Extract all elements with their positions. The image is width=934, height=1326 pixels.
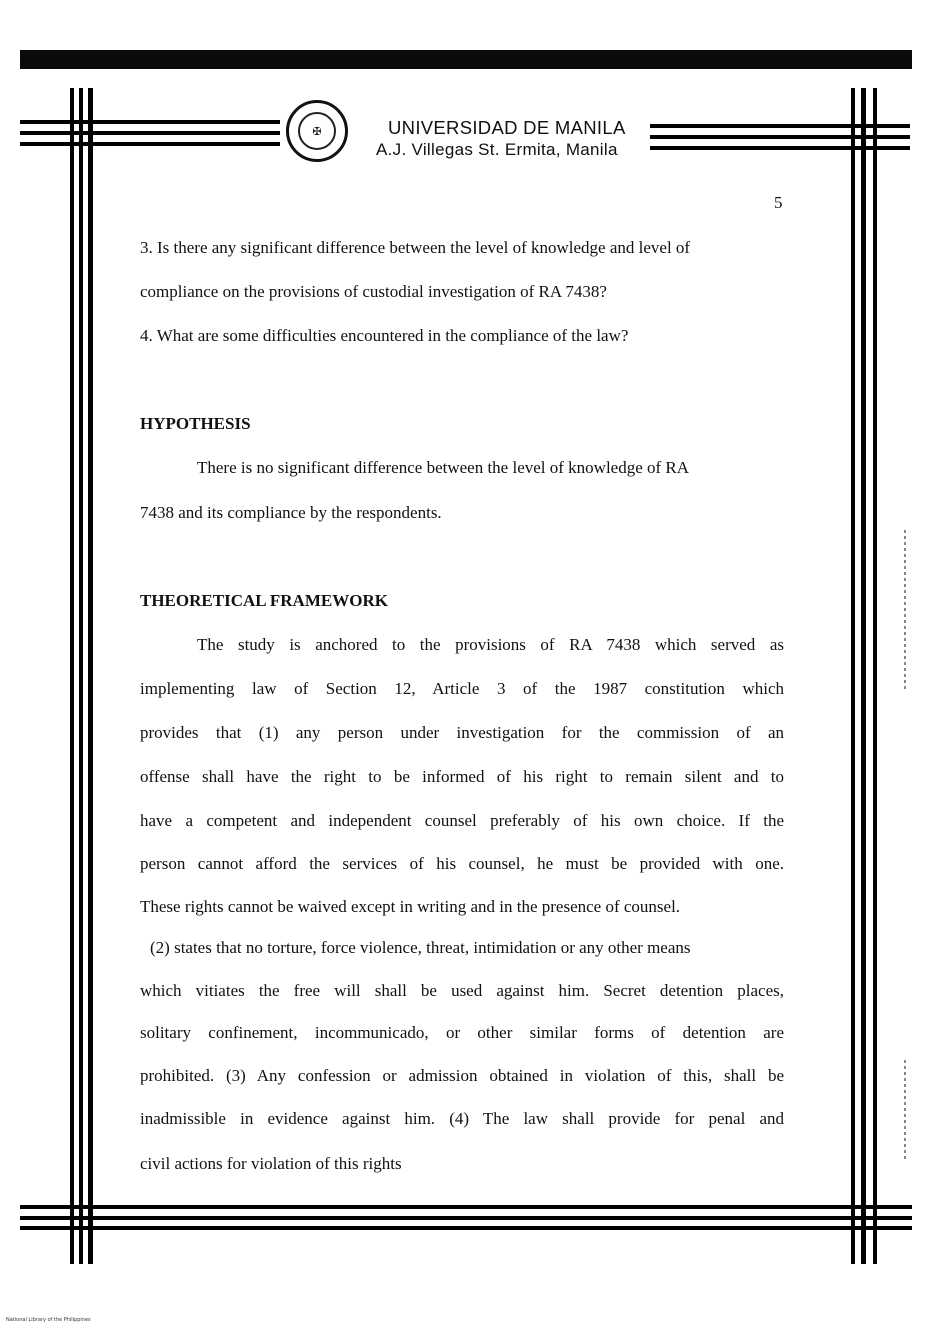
left-border-line	[70, 88, 74, 1264]
question-4-line-1: 4. What are some difficulties encountered in the compliance of the law?	[140, 326, 629, 345]
university-seal-icon: ✠	[286, 100, 348, 162]
framework-line: civil actions for violation of this rights	[140, 1154, 402, 1173]
framework-line: provides that (1) any person under investigation for the commission of an	[140, 723, 784, 742]
header-rule-left	[20, 142, 280, 146]
footer-rule	[20, 1205, 912, 1209]
scan-artifact	[904, 530, 906, 690]
framework-line: These rights cannot be waived except in writing and in the presence of counsel.	[140, 897, 681, 916]
question-3-line-1: 3. Is there any significant difference between the level of knowledge and level of	[140, 238, 691, 257]
question-3-line-2: compliance on the provisions of custodial investigation of RA 7438?	[140, 282, 607, 301]
framework-line: offense shall have the right to be informed of his right to remain silent and to	[140, 767, 784, 786]
scan-footer-note: National Library of the Philippines	[6, 1317, 91, 1323]
framework-line: inadmissible in evidence against him. (4) The law shall provide for penal and	[140, 1109, 784, 1128]
framework-line: have a competent and independent counsel preferably of his own choice. If the	[140, 811, 784, 830]
scan-artifact	[904, 1060, 906, 1160]
header-rule-right	[650, 124, 910, 128]
framework-line: (2) states that no torture, force violence, threat, intimidation or any other means	[150, 938, 691, 957]
header-rule-right	[650, 146, 910, 150]
framework-line: person cannot afford the services of his counsel, he must be provided with one.	[140, 854, 784, 873]
theoretical-framework-heading: THEORETICAL FRAMEWORK	[140, 591, 388, 610]
footer-rule	[20, 1226, 912, 1230]
left-border-line	[79, 88, 83, 1264]
university-name: UNIVERSIDAD DE MANILA	[388, 117, 626, 138]
hypothesis-line-2: 7438 and its compliance by the respondents.	[140, 503, 442, 522]
hypothesis-line-1: There is no significant difference between the level of knowledge of RA	[197, 458, 690, 477]
left-border-line	[88, 88, 93, 1264]
university-address: A.J. Villegas St. Ermita, Manila	[376, 140, 618, 159]
page-number: 5	[774, 193, 783, 212]
top-border-bar	[20, 50, 912, 69]
header-rule-right	[650, 135, 910, 139]
right-border-line	[861, 88, 866, 1264]
footer-rule	[20, 1216, 912, 1220]
framework-line: prohibited. (3) Any confession or admission obtained in violation of this, shall be	[140, 1066, 784, 1085]
header-rule-left	[20, 131, 280, 135]
hypothesis-heading: HYPOTHESIS	[140, 414, 251, 433]
framework-line: The study is anchored to the provisions of RA 7438 which served as	[197, 635, 784, 654]
framework-line: implementing law of Section 12, Article 3 of the 1987 constitution which	[140, 679, 784, 698]
framework-line: which vitiates the free will shall be used against him. Secret detention places,	[140, 981, 784, 1000]
header-rule-left	[20, 120, 280, 124]
right-border-line	[873, 88, 877, 1264]
right-border-line	[851, 88, 855, 1264]
framework-line: solitary confinement, incommunicado, or other similar forms of detention are	[140, 1023, 784, 1042]
